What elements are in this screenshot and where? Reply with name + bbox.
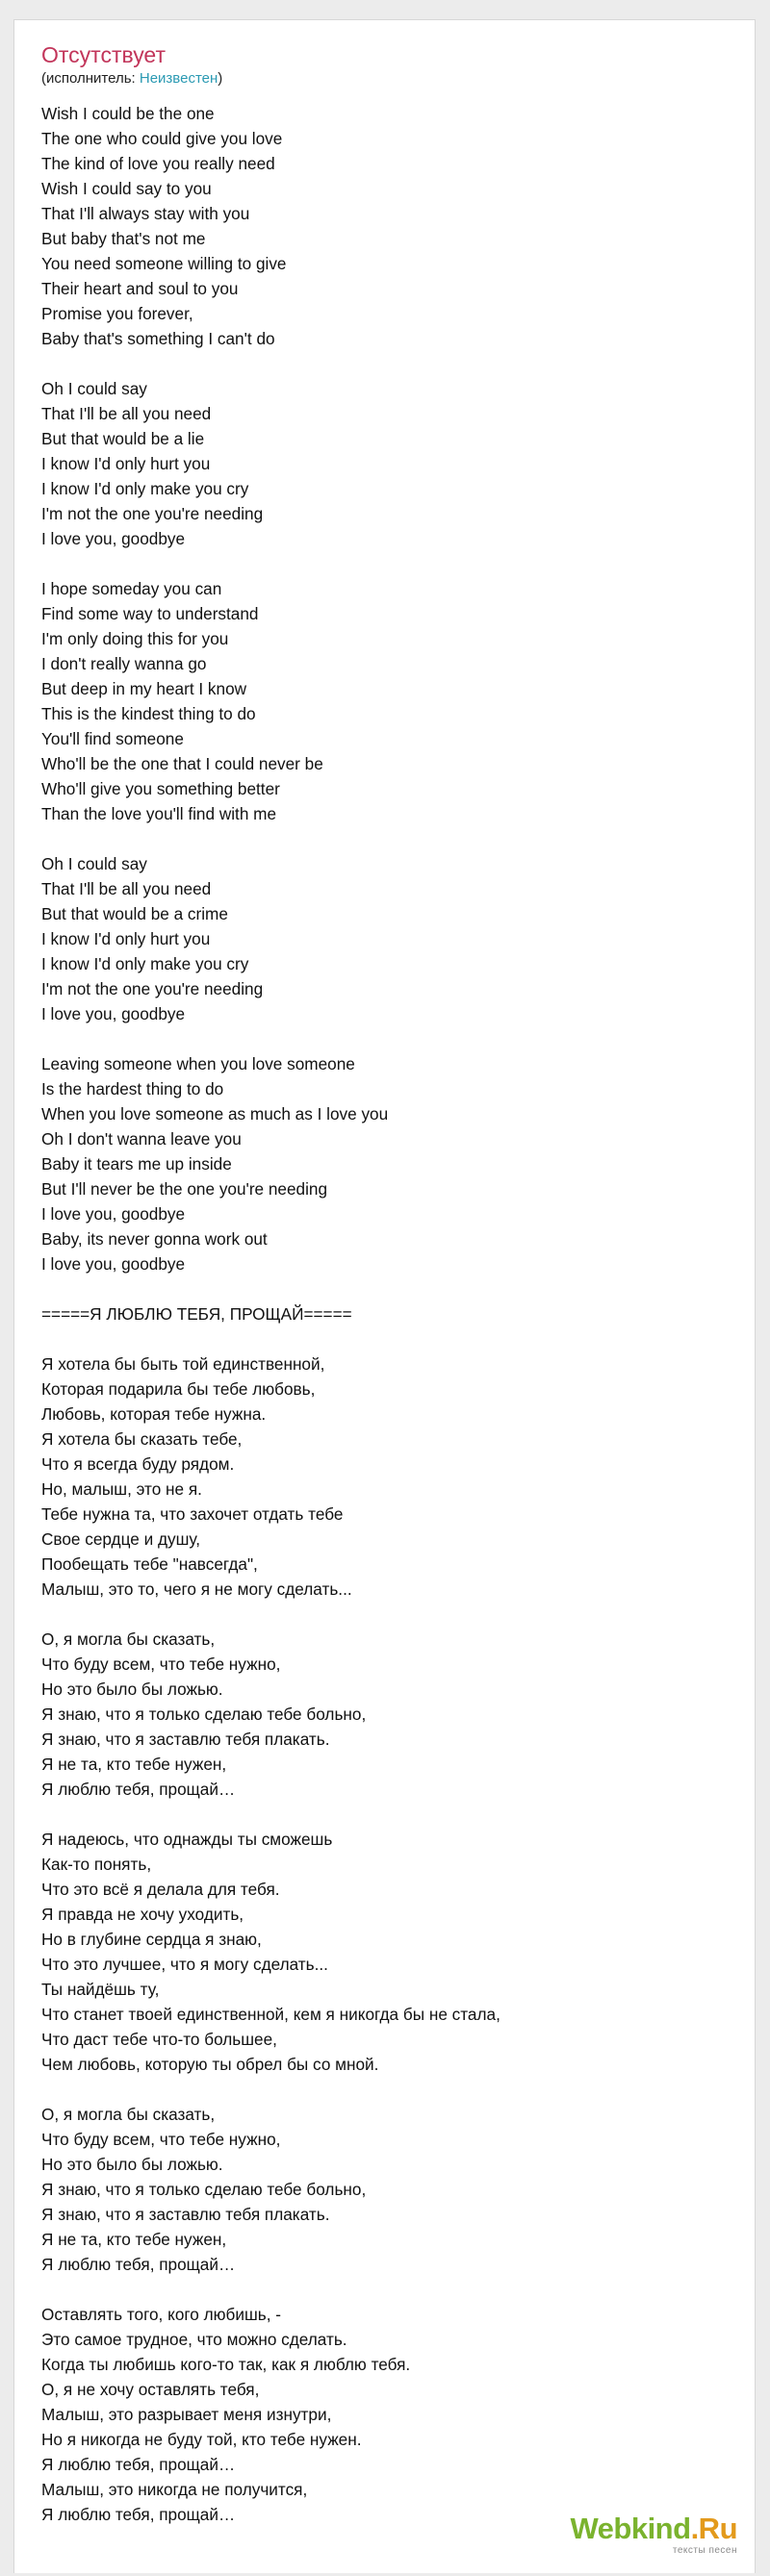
lyrics-stanza [41, 376, 734, 551]
lyrics-line: Оставлять того, кого любишь, - [41, 2305, 281, 2324]
lyrics-stanza [41, 576, 734, 826]
lyrics-line: The kind of love you really need [41, 154, 275, 173]
lyrics-line: Wish I could be the one [41, 104, 215, 123]
lyrics-line: Но я никогда не буду той, кто тебе нужен. [41, 2430, 362, 2449]
lyrics-line: Но это было бы ложью. [41, 1679, 223, 1699]
lyrics-line: You'll find someone [41, 729, 184, 748]
lyrics-page [13, 19, 756, 2573]
lyrics-line: Это самое трудное, что можно сделать. [41, 2330, 347, 2349]
lyrics-line: Я хотела бы сказать тебе, [41, 1429, 243, 1449]
lyrics-line: Я люблю тебя, прощай… [41, 2455, 236, 2474]
lyrics-line: Find some way to understand [41, 604, 259, 623]
artist-prefix: (исполнитель: [41, 70, 140, 87]
site-logo[interactable] [570, 2513, 737, 2556]
lyrics-stanza [41, 2102, 734, 2277]
lyrics-line: I know I'd only make you cry [41, 954, 249, 973]
lyrics-line: Promise you forever, [41, 304, 193, 323]
lyrics-line: I know I'd only hurt you [41, 454, 211, 473]
lyrics-body [41, 101, 734, 2552]
lyrics-line: Свое сердце и душу, [41, 1529, 201, 1549]
logo-wordmark: Webkind.Ru [570, 2512, 737, 2545]
lyrics-line: Малыш, это разрывает меня изнутри, [41, 2405, 332, 2424]
artist-link[interactable]: Неизвестен [139, 70, 218, 87]
lyrics-stanza [41, 101, 734, 351]
lyrics-line: Я надеюсь, что однажды ты сможешь [41, 1830, 333, 1849]
lyrics-line: I hope someday you can [41, 579, 222, 598]
logo-tagline: тексты песен [672, 2545, 737, 2556]
lyrics-line: But that would be a lie [41, 429, 205, 448]
lyrics-line: But deep in my heart I know [41, 679, 247, 698]
lyrics-line: Пообещать тебе "навсегда", [41, 1554, 258, 1574]
song-title: Отсутствует [41, 42, 166, 67]
lyrics-line: This is the kindest thing to do [41, 704, 256, 723]
lyrics-line: Who'll give you something better [41, 779, 280, 798]
lyrics-line: Которая подарила бы тебе любовь, [41, 1379, 316, 1399]
lyrics-line: Тебе нужна та, что захочет отдать тебе [41, 1504, 344, 1524]
lyrics-stanza [41, 1827, 734, 2077]
lyrics-line: Я не та, кто тебе нужен, [41, 2230, 227, 2249]
lyrics-line: But baby that's not me [41, 229, 206, 248]
lyrics-line: Чем любовь, которую ты обрел бы со мной. [41, 2055, 379, 2074]
lyrics-line: I love you, goodbye [41, 1004, 186, 1023]
lyrics-line: Я знаю, что я заставлю тебя плакать. [41, 2205, 330, 2224]
lyrics-line: Что даст тебе что-то большее, [41, 2030, 277, 2049]
lyrics-line: Я люблю тебя, прощай… [41, 1780, 236, 1799]
lyrics-line: Oh I could say [41, 854, 147, 873]
lyrics-line: Ты найдёшь ту, [41, 1980, 160, 1999]
lyrics-line: Я люблю тебя, прощай… [41, 2505, 236, 2524]
lyrics-line: Что это всё я делала для тебя. [41, 1880, 280, 1899]
lyrics-line: I know I'd only hurt you [41, 929, 211, 948]
lyrics-stanza [41, 1301, 734, 1326]
lyrics-line: The one who could give you love [41, 129, 283, 148]
lyrics-line: I love you, goodbye [41, 1254, 186, 1274]
lyrics-line: Что буду всем, что тебе нужно, [41, 1654, 281, 1674]
lyrics-line: But that would be a crime [41, 904, 228, 923]
lyrics-line: О, я не хочу оставлять тебя, [41, 2380, 260, 2399]
lyrics-line: Я не та, кто тебе нужен, [41, 1755, 227, 1774]
lyrics-line: Я знаю, что я только сделаю тебе больно, [41, 1705, 367, 1724]
lyrics-stanza [41, 1627, 734, 1802]
lyrics-line: Малыш, это то, чего я не могу сделать... [41, 1579, 352, 1599]
lyrics-line: Что я всегда буду рядом. [41, 1454, 235, 1474]
lyrics-line: Their heart and soul to you [41, 279, 239, 298]
lyrics-line: Я знаю, что я только сделаю тебе больно, [41, 2180, 367, 2199]
lyrics-line: Who'll be the one that I could never be [41, 754, 323, 773]
lyrics-line: О, я могла бы сказать, [41, 1629, 216, 1649]
artist-suffix: ) [218, 70, 223, 87]
lyrics-line: Что буду всем, что тебе нужно, [41, 2130, 281, 2149]
lyrics-line: Than the love you'll find with me [41, 804, 277, 823]
lyrics-line: But I'll never be the one you're needing [41, 1179, 328, 1199]
lyrics-line: I'm not the one you're needing [41, 504, 264, 523]
lyrics-line: Wish I could say to you [41, 179, 212, 198]
lyrics-line: Когда ты любишь кого-то так, как я люблю тебя. [41, 2355, 411, 2374]
lyrics-line: You need someone willing to give [41, 254, 287, 273]
lyrics-line: Но в глубине сердца я знаю, [41, 1930, 262, 1949]
lyrics-line: Oh I don't wanna leave you [41, 1129, 242, 1149]
artist-line [41, 70, 222, 88]
lyrics-line: That I'll always stay with you [41, 204, 250, 223]
lyrics-line: That I'll be all you need [41, 404, 212, 423]
lyrics-line: Как-то понять, [41, 1855, 152, 1874]
lyrics-line: Но, малыш, это не я. [41, 1479, 202, 1499]
lyrics-line: Leaving someone when you love someone [41, 1054, 355, 1073]
lyrics-line: Я знаю, что я заставлю тебя плакать. [41, 1730, 330, 1749]
lyrics-line: I don't really wanna go [41, 654, 207, 673]
lyrics-line: =====Я ЛЮБЛЮ ТЕБЯ, ПРОЩАЙ===== [41, 1304, 352, 1324]
lyrics-line: I'm only doing this for you [41, 629, 229, 648]
lyrics-line: О, я могла бы сказать, [41, 2105, 216, 2124]
lyrics-line: I love you, goodbye [41, 529, 186, 548]
lyrics-stanza [41, 1051, 734, 1276]
lyrics-stanza [41, 2302, 734, 2527]
lyrics-line: Baby that's something I can't do [41, 329, 275, 348]
lyrics-line: Малыш, это никогда не получится, [41, 2480, 308, 2499]
lyrics-line: Любовь, которая тебе нужна. [41, 1404, 267, 1424]
lyrics-line: Oh I could say [41, 379, 147, 398]
lyrics-line: Is the hardest thing to do [41, 1079, 224, 1099]
lyrics-line: Я хотела бы быть той единственной, [41, 1354, 325, 1374]
lyrics-line: Baby, its never gonna work out [41, 1229, 268, 1249]
lyrics-line: Baby it tears me up inside [41, 1154, 232, 1174]
lyrics-stanza [41, 1351, 734, 1602]
lyrics-line: Я люблю тебя, прощай… [41, 2255, 236, 2274]
lyrics-line: I love you, goodbye [41, 1204, 186, 1224]
lyrics-line: When you love someone as much as I love you [41, 1104, 389, 1124]
lyrics-stanza [41, 851, 734, 1026]
lyrics-line: Но это было бы ложью. [41, 2155, 223, 2174]
lyrics-line: Что это лучшее, что я могу сделать... [41, 1955, 328, 1974]
lyrics-line: Я правда не хочу уходить, [41, 1905, 244, 1924]
lyrics-line: I'm not the one you're needing [41, 979, 264, 998]
lyrics-line: Что станет твоей единственной, кем я никогда бы не стала, [41, 2005, 500, 2024]
lyrics-line: I know I'd only make you cry [41, 479, 249, 498]
lyrics-line: That I'll be all you need [41, 879, 212, 898]
